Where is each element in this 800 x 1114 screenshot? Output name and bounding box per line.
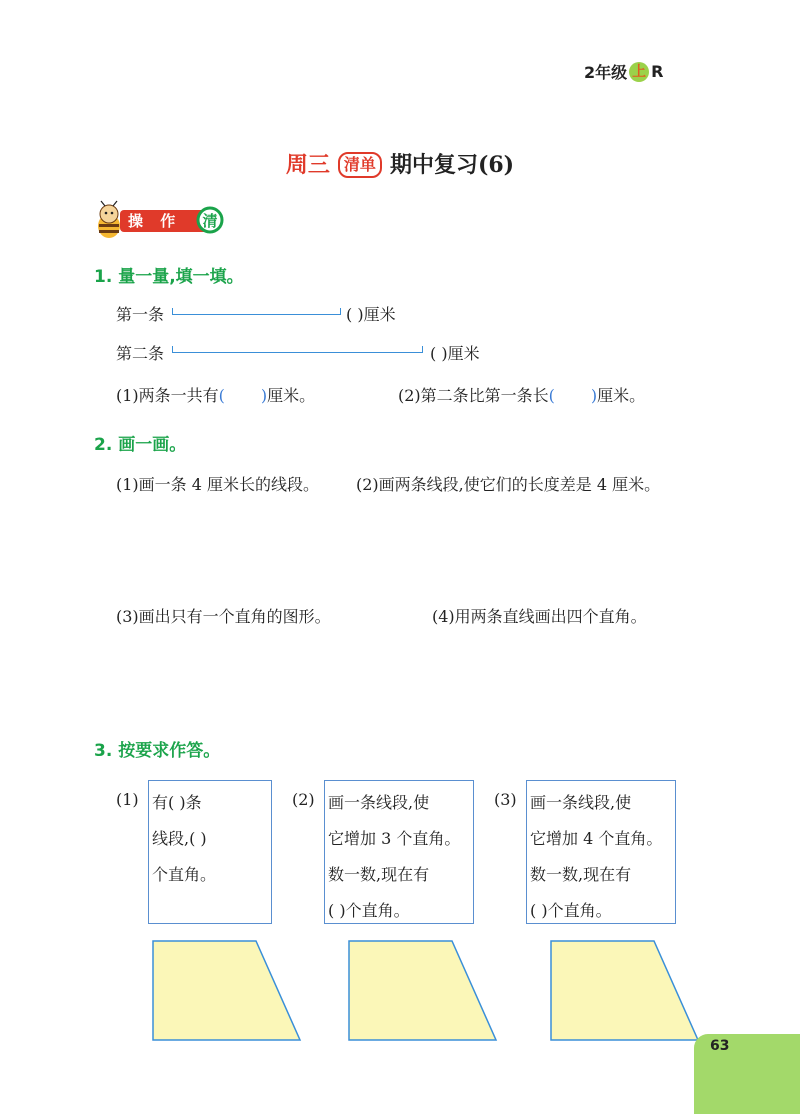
q1-line1-label: 第一条 bbox=[116, 305, 165, 324]
q2-part3-draw-area[interactable] bbox=[116, 632, 416, 722]
page-title bbox=[0, 148, 800, 179]
q3-item3-line2: 它增加 4 个直角。 bbox=[530, 829, 663, 848]
q2-part1-draw-area[interactable] bbox=[116, 500, 346, 590]
title-badge: 清单 bbox=[338, 152, 382, 178]
q2-part3: (3)画出只有一个直角的图形。 bbox=[116, 607, 331, 626]
q3-item1-line1: 有( )条 bbox=[152, 793, 202, 812]
q1-line2-label: 第二条 bbox=[116, 344, 165, 363]
title-main: 期中复习(6) bbox=[389, 152, 515, 178]
q2-heading: 2. 画一画。 bbox=[94, 435, 187, 455]
q3-shape2-trapezoid[interactable] bbox=[346, 938, 502, 1044]
q1-sub2 bbox=[398, 383, 645, 406]
q3-item2-line1: 画一条线段,使 bbox=[328, 793, 430, 812]
q1-sub1-text: (1)两条一共有 bbox=[116, 386, 219, 405]
q1-sub2-close: ) bbox=[590, 386, 598, 405]
q2-part2-draw-area[interactable] bbox=[356, 500, 686, 590]
q3-item3-line1: 画一条线段,使 bbox=[530, 793, 632, 812]
q3-heading: 3. 按要求作答。 bbox=[94, 741, 221, 761]
q3-item3-line4: ( )个直角。 bbox=[530, 901, 612, 920]
page-number: 63 bbox=[710, 1038, 730, 1054]
section-circle-char: 清 bbox=[202, 212, 218, 230]
q2-part1: (1)画一条 4 厘米长的线段。 bbox=[116, 475, 320, 494]
q3-item1-number: (1) bbox=[116, 790, 139, 809]
q1-heading: 1. 量一量,填一填。 bbox=[94, 267, 244, 287]
grade-prefix: 2年级 bbox=[584, 63, 628, 82]
q1-sub1 bbox=[116, 383, 315, 406]
q3-item2-line2: 它增加 3 个直角。 bbox=[328, 829, 461, 848]
q3-item1-line2: 线段,( ) bbox=[152, 829, 207, 848]
title-day: 周三 bbox=[285, 152, 330, 178]
q3-item2-number: (2) bbox=[292, 790, 315, 809]
q1-sub1-unit: 厘米。 bbox=[267, 386, 316, 405]
q2-part4: (4)用两条直线画出四个直角。 bbox=[432, 607, 647, 626]
q2-part2: (2)画两条线段,使它们的长度差是 4 厘米。 bbox=[356, 475, 661, 494]
page-number-tab bbox=[694, 1034, 800, 1114]
q1-sub1-close: ) bbox=[260, 386, 268, 405]
grade-badge: 上 bbox=[629, 62, 649, 82]
q3-item3-number: (3) bbox=[494, 790, 517, 809]
q3-item2-line3: 数一数,现在有 bbox=[328, 865, 430, 884]
q1-sub2-open: ( bbox=[548, 386, 555, 405]
q3-shape3-trapezoid[interactable] bbox=[548, 938, 704, 1044]
q1-sub1-open: ( bbox=[218, 386, 225, 405]
q3-item1-line3: 个直角。 bbox=[152, 865, 217, 884]
q1-line2-unit: ( )厘米 bbox=[430, 344, 480, 363]
grade-suffix: R bbox=[651, 62, 664, 81]
q1-line1-unit: ( )厘米 bbox=[346, 305, 396, 324]
q1-sub2-text: (2)第二条比第一条长 bbox=[398, 386, 549, 405]
q3-item2-line4: ( )个直角。 bbox=[328, 901, 410, 920]
q3-item3-line3: 数一数,现在有 bbox=[530, 865, 632, 884]
q1-sub2-unit: 厘米。 bbox=[597, 386, 646, 405]
section-label: 操 作 bbox=[120, 210, 210, 232]
grade-label bbox=[584, 60, 663, 83]
q3-shape1-trapezoid[interactable] bbox=[150, 938, 306, 1044]
q2-part4-draw-area[interactable] bbox=[432, 632, 692, 722]
